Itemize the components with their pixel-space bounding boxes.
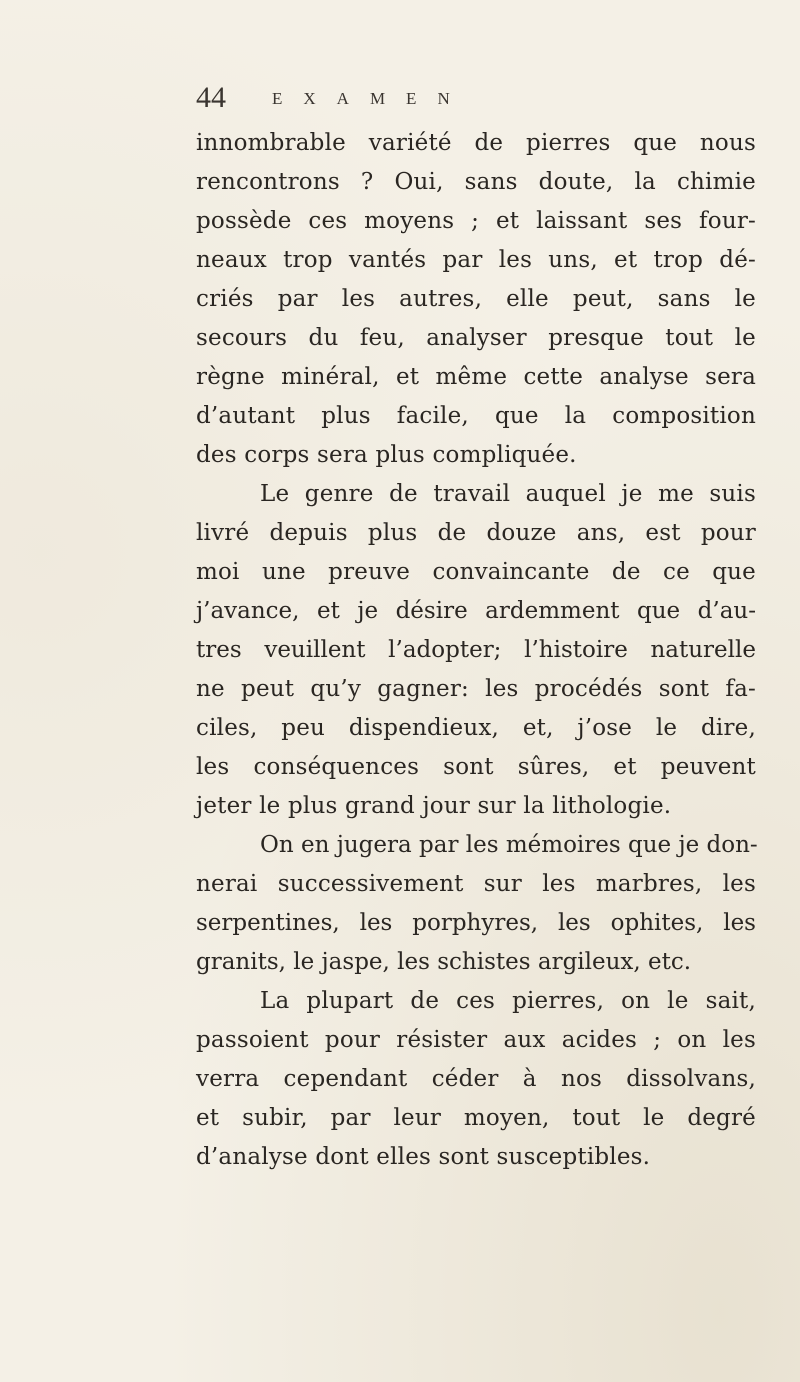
text-line: verra cependant céder à nos dissolvans, xyxy=(196,1066,756,1092)
text-line: ciles, peu dispendieux, et, j’ose le dire, xyxy=(196,715,756,741)
paragraph-1 xyxy=(196,124,756,475)
text-line: moi une preuve convaincante de ce que xyxy=(196,559,756,585)
text-line: d’autant plus facile, que la composition xyxy=(196,403,756,429)
text-line: des corps sera plus compliquée. xyxy=(196,442,577,468)
text-line: criés par les autres, elle peut, sans le xyxy=(196,286,756,312)
text-line: jeter le plus grand jour sur la lithologie. xyxy=(196,793,672,819)
page-header xyxy=(196,78,636,118)
text-line: serpentines, les porphyres, les ophites, les xyxy=(196,910,756,936)
paragraph-2 xyxy=(196,475,756,826)
text-line: les conséquences sont sûres, et peuvent xyxy=(196,754,756,780)
body-text xyxy=(196,124,756,1177)
text-line: nerai successivement sur les marbres, les xyxy=(196,871,756,897)
text-line: La plupart de ces pierres, on le sait, xyxy=(260,988,756,1014)
text-line: j’avance, et je désire ardemment que d’au- xyxy=(196,598,756,624)
paragraph-4 xyxy=(196,982,756,1177)
text-line: passoient pour résister aux acides ; on les xyxy=(196,1027,756,1053)
page-number: 44 xyxy=(196,81,226,114)
text-line: possède ces moyens ; et laissant ses four- xyxy=(196,208,756,234)
text-line: d’analyse dont elles sont susceptibles. xyxy=(196,1144,651,1170)
text-line: On en jugera par les mémoires que je don- xyxy=(260,832,758,858)
text-line: rencontrons ? Oui, sans doute, la chimie xyxy=(196,169,756,195)
text-line: livré depuis plus de douze ans, est pour xyxy=(196,520,756,546)
text-line: secours du feu, analyser presque tout le xyxy=(196,325,756,351)
text-line: et subir, par leur moyen, tout le degré xyxy=(196,1105,756,1131)
text-line: règne minéral, et même cette analyse sera xyxy=(196,364,756,390)
text-line: tres veuillent l’adopter; l’histoire naturelle xyxy=(196,637,756,663)
text-line: neaux trop vantés par les uns, et trop dé- xyxy=(196,247,756,273)
text-line: ne peut qu’y gagner: les procédés sont fa- xyxy=(196,676,756,702)
text-line: granits, le jaspe, les schistes argileux, etc. xyxy=(196,949,692,975)
running-head: EXAMEN xyxy=(272,89,471,108)
paragraph-3 xyxy=(196,826,756,982)
text-line: innombrable variété de pierres que nous xyxy=(196,130,756,156)
text-line: Le genre de travail auquel je me suis xyxy=(260,481,756,507)
